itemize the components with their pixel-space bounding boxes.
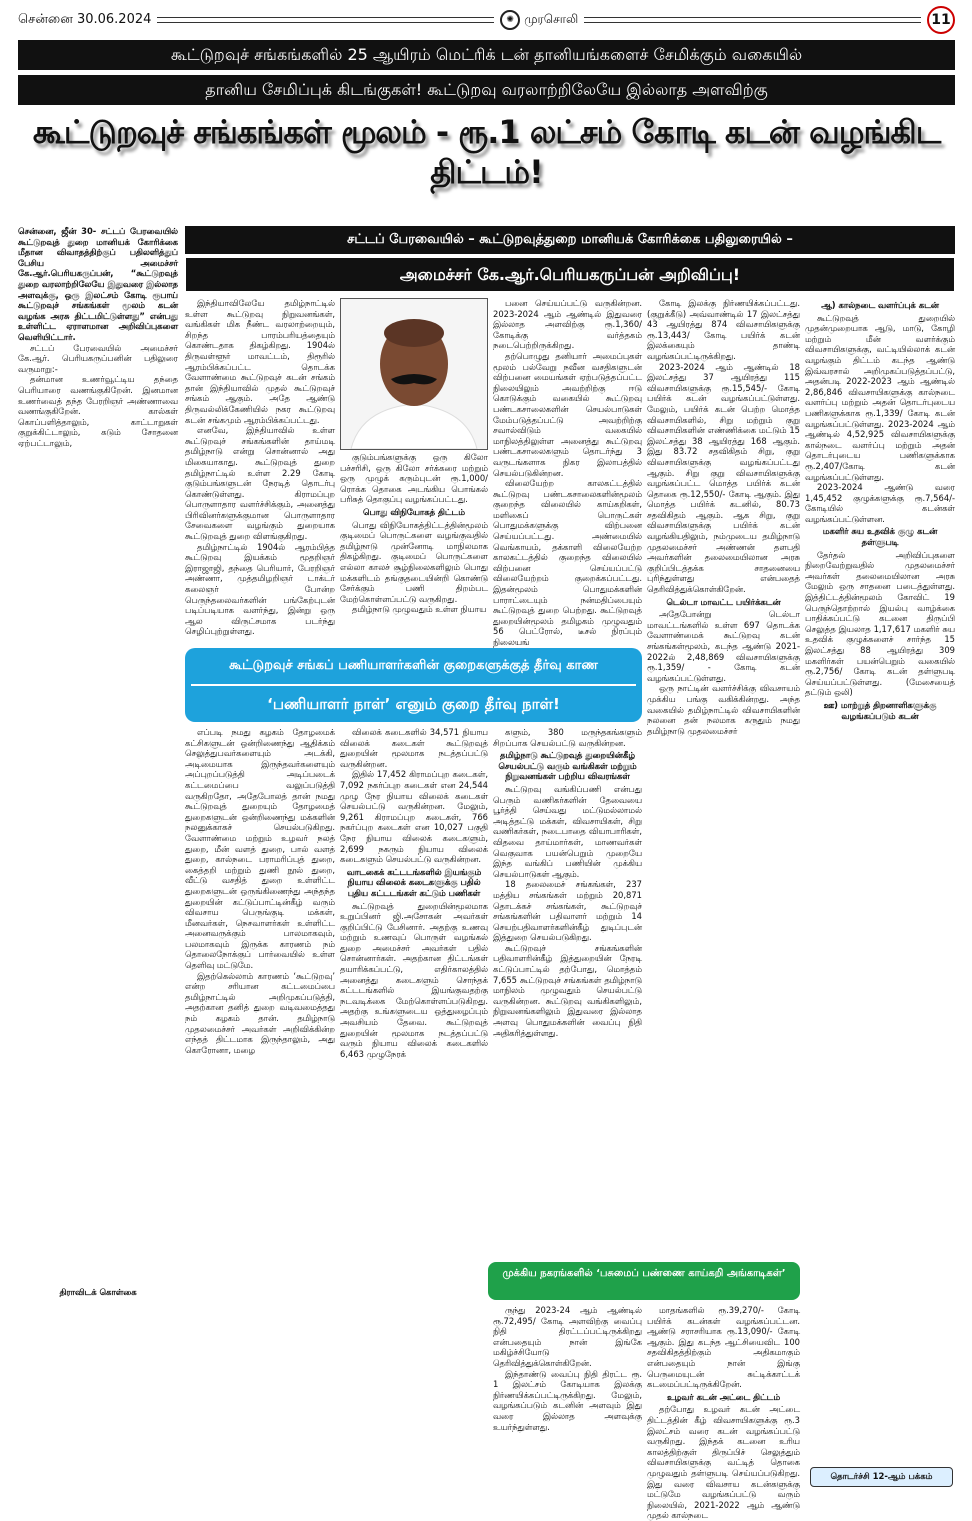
article-paragraph: கோடி இலக்கு நிர்ணயிக்கப்பட்டது. (குறுக்கீடு) அவ்வாண்டில் 17 இலட்சத்து 43 ஆயிரத்து 874 விவசாயிகளுக்கு ரூ.13,443/ கோடி பயிர்க் கடன் இலக்கையும் தாண்டி வழங்கப்பட்டிருக்கிறது. — [647, 298, 800, 361]
column-2-lower — [340, 727, 488, 1059]
column-3-after-box — [493, 1305, 642, 1432]
article-paragraph: இந்தியாவிலேயே தமிழ்நாட்டில் உள்ள கூட்டுறவு நிறுவனங்கள், வங்கிகள் மிக நீண்ட வரலாற்றையும், சிறந்த பாரம்பரியத்தையும் கொண்டதாக திகழ்கிறது. 1904ல் திருவள்ளூர் மாவட்டம், திரூரில் ஆரம்பிக்கப்பட்ட தொடக்க வேளாண்மை கூட்டுறவுச் கடன் சங்கம் தான் இந்தியாவில் முதல் கூட்டுறவுச் சங்கம் ஆகும். அதே ஆண்டு திருவல்லிக்கேணியில் நகர கூட்டுறவு கடன் சங்கமும் ஆரம்பிக்கப்பட்டது. — [185, 298, 335, 425]
article-paragraph: களும், 380 மருந்தகங்களும் சிறப்பாக செயல்பட்டு வருகின்றன. — [493, 727, 642, 748]
section-heading: மகளிர் சுய உதவிக் குழு கடன் தள்ளுபடி — [822, 526, 938, 548]
section-heading: வாடகைக் கட்டடங்களில் இயங்கும் நியாய விலைக் கடைகளுக்கு பதில் புதிய கட்டடங்கள் கட்டும் பணிகள் — [346, 866, 482, 898]
banner-line-1: கூட்டுறவுச் சங்கங்களில் 25 ஆயிரம் மெட்ரிக் டன் தானியங்களைச் சேமிக்கும் வகையில் — [18, 40, 955, 70]
article-paragraph: எனவே, இந்தியாவில் உள்ள கூட்டுறவுச் சங்கங்களின் தாய்மடி தமிழ்நாடு என்று சொன்னால் அது மிகையாகாது. கூட்டுறவுத் துறை தமிழ்நாட்டில் உள்ள 2.29 கோடி குடும்பங்களுடன் நேரடித் தொடர்பு கொண்டுள்ளது. கிராமப்புற பொருளாதார வளர்ச்சிக்கும், அனைத்து பிரிவினர்களுக்குமான பொருளாதார சேவைகளை வழங்கும் துறையாக கூட்டுறவுத் துறை விளங்குகிறது. — [185, 425, 335, 542]
article-paragraph: கூட்டுறவுச் சங்கங்களின் பதிவாளரின்கீழ் இத்துறையின் நேரடி கட்டுப்பாட்டில் தற்போது, மொத்தம் 7,655 கூட்டுறவுச் சங்கங்கள் தமிழ்நாடு மாநிலம் முழுவதும் செயல்பட்டு வருகின்றன. கூட்டுறவு வங்கிகளிலும், நிறுவனங்களிலும் இதுவரை இல்லாத அளவு பொதுமக்களின் வைப்பு நிதி அதிகரித்துள்ளது. — [493, 942, 642, 1038]
minister-photo — [340, 298, 488, 450]
article-paragraph: ஒரு நாட்டின் வளர்ச்சிக்கு விவசாயம் முக்கிய பங்கு வகிக்கின்றது. அந்த வகையில் தமிழ்நாட்டில் விவசாயிகளின் நலனை தன் நலமாக கருதும் நமது தமிழ்நாடு முதலமைச்சர் — [647, 683, 800, 736]
article-paragraph: இதற்கெல்லாம் காரணம் ‘கூட்டுறவு’ என்ற சரியான கட்டமைப்பை தமிழ்நாட்டில் அறிமுகப்படுத்தி, அதற்கான தனித் துறை வடிவமைத்தது நம் கழகம் தான். தமிழ்நாடு முதலமைச்சர் அவர்கள் அறிவிக்கின்ற எந்தத் திட்டமாக இருந்தாலும், அது கொரோனா, மழை — [185, 970, 335, 1055]
section-heading: ஊ) மாற்றுத் திறனாளிகளுக்கு வழங்கப்படும் கடன் — [823, 699, 937, 721]
article-paragraph: சட்டப் பேரவையில் அமைச்சர் கே.ஆர். பெரியகருப்பனின் பதிலுரை வருமாறு:- — [18, 342, 178, 374]
article-paragraph: தற்பொழுது தனியார் அமைப்புகள் மூலம் பல்வேறு நவீன வசதிகளுடன் விற்பனை மையங்கள் ஏற்படுத்தப்பட்ட நிலையிலும் அவற்றிற்கு ஈடு கொடுக்கும் வகையில் கூட்டுறவு பண்டகசாலைகளின் செயல்பாடுகள் மேம்படுத்தப்பட்டு அவற்றிற்கு சவால்விடும் வகையில் மாநிலத்திலுள்ள அனைத்து கூட்டுறவு பண்டகசாலைகளும் தொடர்ந்து 3 வருடங்களாக நிகர இலாபத்தில் செயல்படுகின்றன. — [493, 350, 642, 478]
article-paragraph: 2023-2024 ஆண்டு வரை 1,45,452 குழுக்களுக்கு ரூ.7,564/- கோடியில் கடன்கள் வழங்கப்பட்டுள்ளன. — [805, 482, 955, 524]
article-paragraph: தன்மான உணர்வூட்டிய தந்தை பெரியாரை வணங்குகிறேன். இனமான உணர்வைத் தந்த பேரறிஞர் அண்ணாவை வணங்குகிறேன். கால்கள் கொப்பளித்தாலும், காட்டாறுகள் குறுக்கிட்டாலும், கடும் சோதனை ஏற்பட்டாலும், — [18, 374, 178, 448]
article-paragraph: கூட்டுறவுத் துறையின்மூலமாக உறுப்பினர் ஜி.அசோகன் அவர்கள் குறிப்பிட்டு பேசினார். அதற்கு உணவு மற்றும் உணவுப் பொருள் வழங்கல் துறை அமைச்சர் அவர்கள் பதில் சொன்னார்கள். அதற்கான திட்டங்கள் தயாரிக்கப்பட்டு, எதிர்காலத்தில் அனைத்து கடைகளும் சொந்தக் கட்டடங்களில் இயங்குவதற்கு நடவடிக்கை மேற்கொள்ளப்படுகிறது. அதற்கு உங்களுடைய ஒத்துழைப்பும் அவசியம் தேவை. கூட்டுறவுத் துறையின் மூலமாக நடத்தப்பட்டு வரும் நியாய விலைக் கடைகளில் 6,463 முழுநேரக் — [340, 900, 488, 1059]
article-paragraph: அதேபோன்று டெல்டா மாவட்டங்களில் உள்ள 697 தொடக்க வேளாண்மைக் கூட்டுறவு கடன் சங்கங்கள்மூலம், கடந்த ஆண்டு 2021-2022ல் 2,48,869 விவசாயிகளுக்கு ரூ.1,359/ - கோடி கடன் வழங்கப்பட்டுள்ளது. — [647, 609, 800, 683]
column-5 — [805, 298, 955, 723]
column-3-lower — [493, 727, 642, 1038]
page-header — [18, 8, 955, 32]
article-paragraph: ருந்து 2023-24 ஆம் ஆண்டில் ரூ.72,495/ கோடி அளவிற்கு வைப்பு நிதி திரட்டப்பட்டிருக்கிறது என்பதையும் நான் இங்கே மகிழ்ச்சியோடு தெரிவித்துக்கொள்கிறேன். — [493, 1305, 642, 1368]
column-4 — [647, 298, 800, 736]
article-paragraph: கூட்டுறவுத் துறையில் முதன்முறையாக ஆடு, மாடு, கோழி மற்றும் மீன் வளர்க்கும் விவசாயிகளுக்கு, வட்டியில்லாக் கடன் வழங்கும் திட்டம் கடந்த ஆண்டு இவ்வரசால் அறிமுகப்படுத்தப்பட்டு, அதன்படி 2022-2023 ஆம் ஆண்டில் 2,86,846 விவசாயிகளுக்கு கால்நடை வளர்ப்பு மற்றும் அதன் தொடர்புடைய பணிகளுக்காக ரூ.1,339/ கோடி கடன் வழங்கப்பட்டுள்ளது. 2023-2024 ஆம் ஆண்டில் 4,52,925 விவசாயிகளுக்கு கால்நடை வளர்ப்பு மற்றும் அதன் தொடர்புடைய பணிகளுக்காக ரூ.2,407/கோடி கடன் வழங்கப்பட்டுள்ளது. — [805, 312, 955, 482]
column-4-lower — [647, 683, 800, 736]
section-heading: பொது விநியோகத் திட்டம் — [363, 506, 465, 517]
article-paragraph: பொது விநியோகத்திட்டத்தின்மூலம் குடிமைப் பொருட்களை வழங்குவதில் தமிழ்நாடு முன்னோடி மாநிலமாக திகழ்கிறது. குடிமைப் பொருட்களை எல்லா காலச் சூழ்நிலைகளிலும் பொது மக்களிடம் தங்குதடையின்றி கொண்டு சேர்க்கும் பணி திறம்பட மேற்கொள்ளப்பட்டு வருகிறது. — [340, 519, 488, 604]
article-paragraph: தேர்தல் அறிவிப்புகளை நிறைவேற்றுவதில் முதலமைச்சர் அவர்கள் தலைமையிலான அரசு மேலும் ஒரு சாதனை படைத்துள்ளது. இத்திட்டத்தின்மூலம் கோவிட் 19 பெருந்தொற்றால் இயல்பு வாழ்க்கை பாதிக்கப்பட்டு கடனை திருப்பி செலுத்த இயலாத 1,17,617 மகளிர் சுய உதவிக் குழுக்களைச் சார்ந்த 15 இலட்சத்து 88 ஆயிரத்து 309 மகளிர்கள் பயன்பெறும் வகையில் ரூ.2,756/ கோடி கடன் தள்ளுபடி செய்யப்பட்டுள்ளது. (மேசையைத் தட்டும் ஒலி) — [805, 549, 955, 698]
article-paragraph: பனை செய்யப்பட்டு வருகின்றன. 2023-2024 ஆம் ஆண்டில் இதுவரை இல்லாத அளவிற்கு ரூ.1,360/கோடிக்கு வர்த்தகம் நடைபெற்றிருக்கிறது. — [493, 298, 642, 351]
article-paragraph: தமிழ்நாட்டில் 1904ல் ஆரம்பித்த கூட்டுறவு இயக்கம் மூதறிஞர் இராஜாஜி, தந்தை பெரியார், பேரறிஞர் அண்ணா, முத்தமிழறிஞர் டாக்டர் கலைஞர் போன்ற பெருந்தலைவர்களின் பங்கேற்புடன் படிப்படியாக வளர்ந்து, இன்று ஒரு ஆல விருட்சமாக படர்ந்து செழிப்புற்றுள்ளது. — [185, 541, 335, 637]
article-paragraph: 2023-2024 ஆம் ஆண்டில் 18 இலட்சத்து 37 ஆயிரத்து 115 விவசாயிகளுக்கு ரூ.15,545/- கோடி பயிர்க் கடன் வழங்கப்பட்டுள்ளது. மேலும், பயிர்க் கடன் பெற்ற மொத்த விவசாயிகளில், சிறு மற்றும் குறு விவசாயிகளின் எண்ணிக்கை மட்டும் 15 இலட்சத்து 38 ஆயிரத்து 168 ஆகும். இது 83.72 சதவிகிதம் சிறு, குறு விவசாயிகளுக்கு வழங்கப்பட்டது ஆகும். சிறு குறு விவசாயிகளுக்கு வழங்கப்பட்ட மொத்த பயிர்க் கடன் தொகை ரூ.12,550/- கோடி ஆகும். இது மொத்த பயிர்க் கடனில், 80.73 சதவிகிதம் ஆகும். ஆக சிறு, குறு விவசாயிகளுக்கு பயிர்க் கடன் வழங்கியதிலும், நம்முடைய தமிழ்நாடு முதலமைச்சர் அண்ணன் தளபதி அவர்களின் தலைமையிலான அரசு குறிப்பிடத்தக்க சாதனையை புரிந்துள்ளது என்பதைத் தெரிவித்துக்கொள்கிறேன். — [647, 361, 800, 595]
subhead-2: அமைச்சர் கே.ஆர்.பெரியகருப்பன் அறிவிப்பு! — [185, 257, 955, 292]
column-lead — [18, 226, 178, 448]
article-paragraph: மாதங்களில் ரூ.39,270/- கோடி பயிர்க் கடன்கள் வழங்கப்பட்டன. ஆண்டு சராசரியாக ரூ.13,090/- கோடி ஆகும். இது கடந்த ஆட்சியைவிட 100 சதவிகிதத்திற்கும் அதிகமாகும் என்பதையும் நான் இங்கு பெருமையுடன் சுட்டிக்காட்டக் கடமைப்பட்டிருக்கிறேன். — [647, 1305, 800, 1390]
banner-line-2: தானிய சேமிப்புக் கிடங்குகள்! கூட்டுறவு வரலாற்றிலேயே இல்லாத அளவிற்கு — [18, 75, 955, 105]
page-number: 11 — [927, 6, 955, 34]
article-paragraph: விலையேற்ற காலகட்டத்தில் கூட்டுறவு பண்டகசாலைகளின்மூலம் குறைந்த விலையில் காய்கறிகள், மளிகைப் பொருட்கள் பொதுமக்களுக்கு விற்பனை செய்யப்பட்டது. அண்மையில் வெங்காயம், தக்காளி விலையேற்ற காலகட்டத்தில் குறைந்த விலையில் விற்பனை செய்யப்பட்டு விலையேற்றம் குறைக்கப்பட்டது. இதன்மூலம் பொதுமக்களின் பாராட்டையும் நன்மதிப்பையும் கூட்டுறவுத் துறை பெற்றது. கூட்டுறவுத் துறையின்மூலம் தமிழகம் முழுவதும் 56 பெட்ரோல், டீசல் நிரப்பும் நிலையங் — [493, 478, 642, 647]
column-1-top — [185, 298, 335, 637]
column-2-top — [340, 452, 488, 615]
article-paragraph: சென்னை, ஜீன் 30- சட்டப் பேரவையில் கூட்டுறவுத் துறை மானியக் கோரிக்கை மீதான விவாதத்திற்குப் பதிலளித்துப் பேசிய அமைச்சர் கே.ஆர்.பெரியகருப்பன், “கூட்டுறவுத் துறை வரலாற்றிலேயே இதுவரை இல்லாத அளவுக்கு, ஒரு இலட்சம் கோடி ரூபாய் கூட்டுறவுச் சங்கங்கள் மூலம் கடன் வழங்க அரசு திட்டமிட்டுள்ளது” என்பது உள்ளிட்ட ஏராளமான அறிவிப்புகளை வெளியிட்டார். — [18, 226, 178, 342]
section-heading: டெல்டா மாவட்ட பயிர்க்கடன் — [666, 596, 781, 607]
city-date: சென்னை 30.06.2024 — [18, 12, 152, 27]
section-heading: உழவர் கடன் அட்டை திட்டம் — [666, 1391, 781, 1402]
article-paragraph: இந்தாண்டு வைப்பு நிதி திரட்ட ரூ. 1 இலட்சம் கோடியாக இலக்கு நிர்ணயிக்கப்பட்டிருக்கிறது. மேலும், வழங்கப்படும் கடனின் அளவும் இது வரை இல்லாத அளவுக்கு உயர்ந்துள்ளது. — [493, 1368, 642, 1432]
article-paragraph: இதில் 17,452 கிராமப்புற கடைகள், 7,092 நகர்ப்புற கடைகள் என 24,544 முழு நேர நியாய விலைக் கடைகள் செயல்பட்டு வருகின்றன. மேலும், 9,261 கிராமப்புற கடைகள், 766 நகர்ப்புற கடைகள் என 10,027 பகுதி நேர நியாய விலைக் கடைகளும், 2,699 நகரும் நியாய விலைக் கடைகளும் செயல்பட்டு வருகின்றன. — [340, 769, 488, 865]
article-paragraph: 18 தலைமைச் சங்கங்கள், 237 மத்திய சங்கங்கள் மற்றும் 20,871 தொடக்கச் சங்கங்கள், கூட்டுறவுச் சங்கங்களின் பதிவாளர் மற்றும் 14 செயற்பதிவாளர்களின்கீழ் துடிப்புடன் இத்துறை செயல்படுகிறது. — [493, 879, 642, 943]
section-heading: ஆ) கால்நடை வளர்ப்புக் கடன் — [821, 300, 939, 310]
main-headline: கூட்டுறவுச் சங்கங்கள் மூலம் - ரூ.1 லட்சம் கோடி கடன் வழங்கிட திட்டம்! — [32, 113, 941, 191]
paper-name: முரசொலி — [524, 12, 579, 26]
workers-day-highlight-box — [185, 648, 642, 722]
article-paragraph: தமிழ்நாடு முழுவதும் உள்ள நியாய — [352, 604, 487, 615]
article-paragraph: தற்போது உழவர் கடன் அட்டை திட்டத்தின் கீழ் விவசாயிகளுக்கு ரூ.3 இலட்சம் வரை கடன் வழங்கப்பட்டு வருகிறது. இந்தக் கடனை உரிய காலத்திற்குள் திருப்பிச் செலுத்தும் விவசாயிகளுக்கு வட்டித் தொகை முழுவதும் தள்ளுபடி செய்யப்படுகிறது. இது வரை விவசாய கடன்களுக்கு மட்டுமே வழங்கப்பட்டு வரும் நிலையில், 2021-2022 ஆம் ஆண்டு முதல் கால்நடை — [647, 1404, 800, 1521]
subhead-1: சட்டப் பேரவையில் – கூட்டுறவுத்துறை மானியக் கோரிக்கை பதிலுரையில் – — [185, 226, 955, 254]
continued-on-page-link[interactable]: தொடர்ச்சி 12-ஆம் பக்கம் — [810, 1467, 953, 1487]
section-heading: தமிழ்நாடு கூட்டுறவுத் துறையின்கீழ் செயல்பட்டு வரும் வங்கிகள் மற்றும் நிறுவனங்கள் பற்றிய விவரங்கள் — [498, 750, 637, 782]
article-paragraph: எப்படி நமது கழகம் தோழமைக் கட்சிகளுடன் ஒன்றிணைந்து ஆதிக்கம் செலுத்துபவர்களையும் அடக்கி, அடிமையாக இருந்தவர்களையும் அப்புறப்படுத்தி அடிப்படைக் கட்டமைப்பை வலுப்படுத்தி வருகிறதோ, அதேபோலத் தான் நமது கூட்டுறவுத் துறையும் தோழமைத் துறைகளுடன் ஒன்றிணைந்து மக்களின் நலனுக்காகச் செயல்படுகிறது. வேளாண்மை மற்றும் உழவர் நலத் துறை, மீன் வளத் துறை, பால் வளத் துறை, கால்நடை பராமரிப்புத் துறை, கைத்தறி மற்றும் துணி நூல் துறை, வீட்டு வசதித் துறை உள்ளிட்ட துறைகளுடன் ஒருங்கிணைந்து அந்தந்த துறையின் கட்டுப்பாட்டின்கீழ் வரும் விவசாய பெருங்குடி மக்கள், மீனவர்கள், நெசவாளர்கள் உள்ளிட்ட அனைவருக்கும் பாலமாகவும், பலமாகவும் இருக்க காரணம் நம் தொலைநோக்குப் பார்வையில் உள்ள தெளிவு மட்டுமே. — [185, 727, 335, 971]
column-4-top — [647, 298, 800, 683]
column-3-top — [493, 298, 642, 648]
article-paragraph: விலைக் கடைகளில் 34,571 நியாய விலைக் கடைகள் கூட்டுறவுத் துறையின் மூலமாக நடத்தப்பட்டு வருகின்றன. — [340, 727, 488, 769]
article-paragraph: குடும்பங்களுக்கு ஒரு கிலோ பச்சரிசி, ஒரு கிலோ சர்க்கரை மற்றும் ஒரு முழுக் கரும்புடன் ரூ.1,000/ ரொக்க தொகை அடங்கிய பொங்கல் பரிசுத் தொகுப்பு வழங்கப்பட்டது. — [340, 452, 488, 505]
highlight-line-1: கூட்டுறவுச் சங்கப் பணியாளர்களின் குறைகளுக்குத் தீர்வு காண — [229, 658, 598, 673]
logo-icon: ✺ — [500, 10, 520, 30]
section-heading: திராவிடக் கொள்கை — [59, 1287, 137, 1297]
column-1-lower — [185, 727, 335, 1055]
header-rule — [584, 17, 921, 23]
portrait-image — [341, 299, 487, 449]
article-paragraph: கூட்டுறவு வங்கிப்பணி என்பது பெரும் வணிகர்களின் தேவையை பூர்த்தி செய்வது மட்டுமல்லாமல் அடித்தட்டு மக்கள், விவசாயிகள், சிறு வணிகர்கள், நடைபாதை வியாபாரிகள், விதவை தாய்மார்கள், மாணவர்கள் வெகுவாக பயன்பெறும் முறையே இந்த வங்கிப் பணியின் முக்கிய செயல்பாடுகள் ஆகும். — [493, 783, 642, 879]
highlight-line-2: ‘பணியாளர் நாள்’ எனும் குறை தீர்வு நாள்! — [191, 684, 636, 722]
header-rule — [157, 17, 494, 23]
green-market-highlight-box: முக்கிய நகரங்களில் ‘பசுமைப் பண்ணை காய்கறி அங்காடிகள்’ — [488, 1262, 800, 1300]
column-lead-lower — [18, 1285, 178, 1300]
column-4-after-box — [647, 1305, 800, 1521]
masthead — [500, 10, 578, 30]
